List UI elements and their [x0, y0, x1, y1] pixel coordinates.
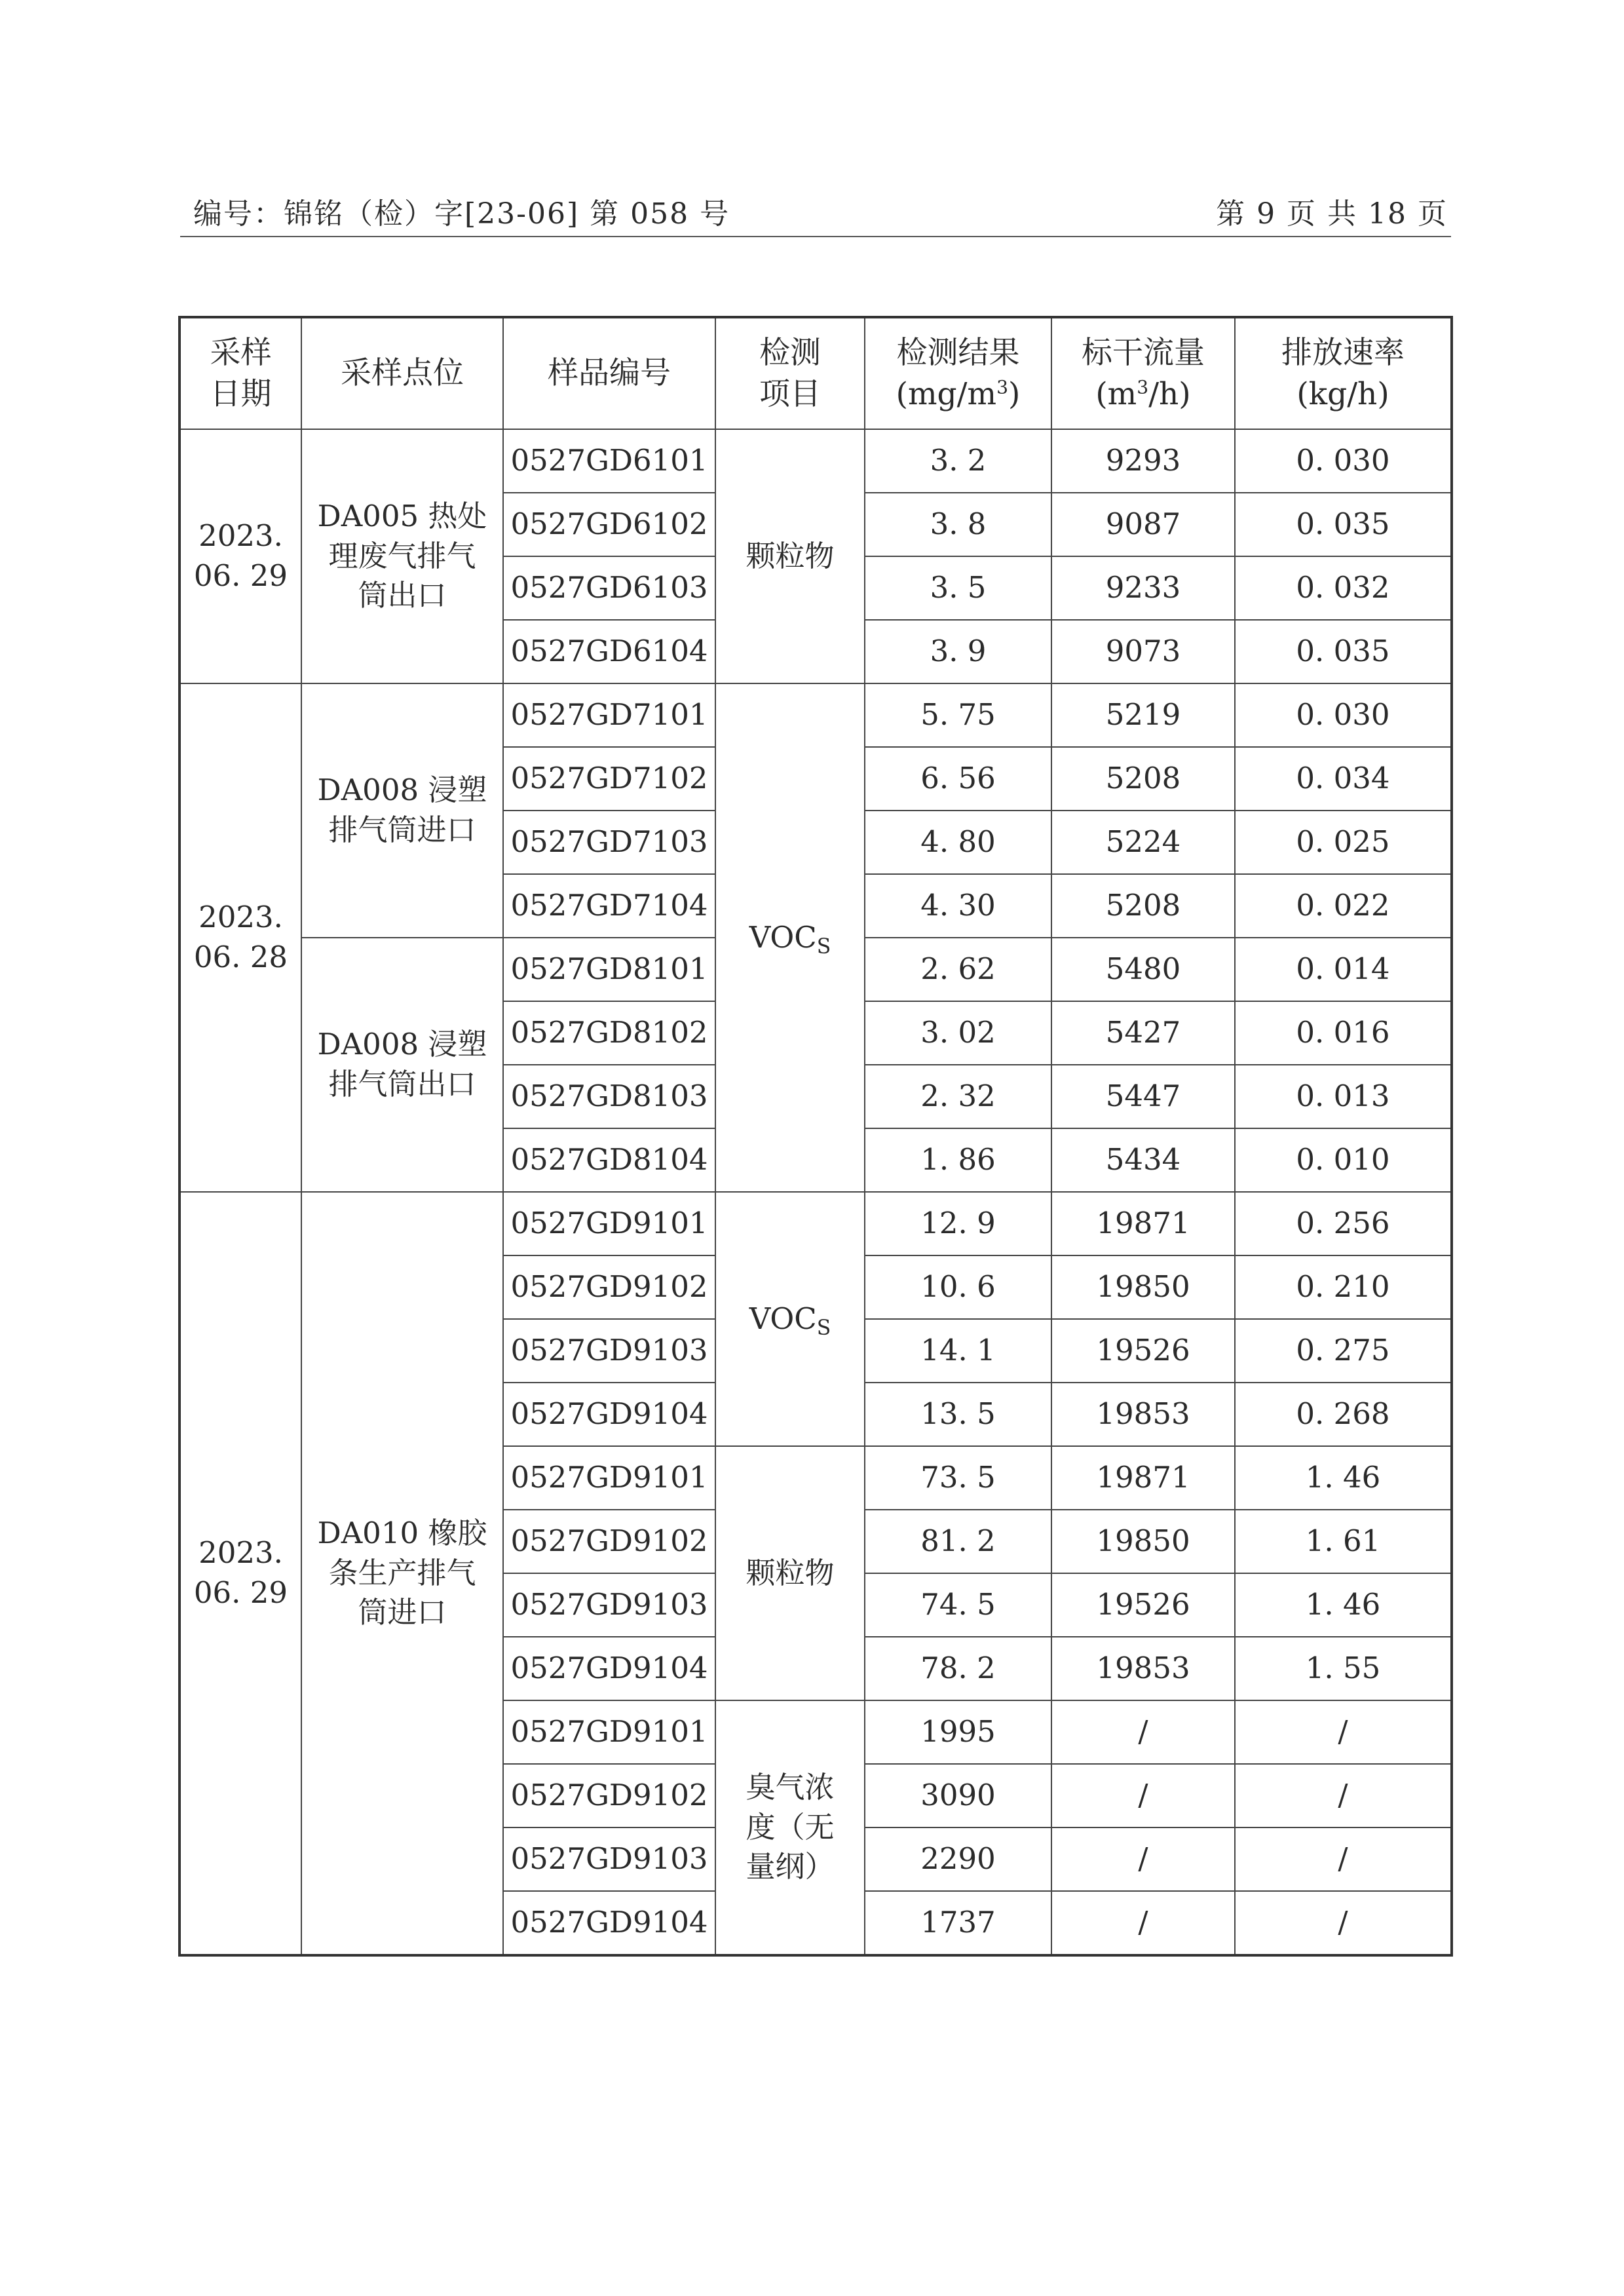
sample-id-cell: 0527GD7101 [503, 683, 715, 747]
sample-id-cell: 0527GD9101 [503, 1700, 715, 1764]
flow-cell: 5427 [1051, 1001, 1235, 1065]
sample-id-cell: 0527GD9101 [503, 1446, 715, 1510]
rate-cell: 0. 268 [1235, 1383, 1452, 1446]
result-cell: 2. 62 [865, 938, 1051, 1001]
report-number: 编号：锦铭（检）字[23-06] 第 058 号 [193, 197, 730, 231]
sample-id-cell: 0527GD8103 [503, 1065, 715, 1128]
rate-cell: 0. 025 [1235, 811, 1452, 874]
test-item-name: VOC [749, 1301, 817, 1336]
header-divider [180, 236, 1451, 237]
rate-cell: 0. 210 [1235, 1255, 1452, 1319]
flow-cell: / [1051, 1700, 1235, 1764]
flow-cell: 9233 [1051, 556, 1235, 620]
rate-cell: 1. 55 [1235, 1637, 1452, 1700]
rate-cell: 0. 275 [1235, 1319, 1452, 1383]
result-cell: 3. 02 [865, 1001, 1051, 1065]
sample-id-cell: 0527GD7104 [503, 874, 715, 938]
result-cell: 13. 5 [865, 1383, 1051, 1446]
result-cell: 81. 2 [865, 1510, 1051, 1573]
sample-id-cell: 0527GD8101 [503, 938, 715, 1001]
header-sampling-date: 采样 日期 [179, 317, 301, 429]
test-item-name: VOC [749, 919, 817, 955]
sample-id-cell: 0527GD8104 [503, 1128, 715, 1192]
rate-cell: / [1235, 1764, 1452, 1827]
rate-cell: 0. 035 [1235, 493, 1452, 556]
rate-cell: 0. 022 [1235, 874, 1452, 938]
result-cell: 74. 5 [865, 1573, 1051, 1637]
result-cell: 4. 80 [865, 811, 1051, 874]
flow-cell: 19853 [1051, 1383, 1235, 1446]
flow-cell: 19526 [1051, 1573, 1235, 1637]
flow-cell: 19850 [1051, 1255, 1235, 1319]
header-test-result: 检测结果 $(mg/m^3)$ [865, 317, 1051, 429]
result-cell: 78. 2 [865, 1637, 1051, 1700]
rate-cell: / [1235, 1700, 1452, 1764]
sample-id-cell: 0527GD9104 [503, 1383, 715, 1446]
sample-id-cell: 0527GD7102 [503, 747, 715, 811]
rate-cell: 0. 035 [1235, 620, 1452, 683]
result-cell: 4. 30 [865, 874, 1051, 938]
flow-cell: / [1051, 1764, 1235, 1827]
monitoring-results-table [178, 316, 1453, 1957]
sample-id-cell: 0527GD9103 [503, 1827, 715, 1891]
test-item-name: 颗粒物 [746, 1555, 835, 1590]
sample-id-cell: 0527GD9102 [503, 1255, 715, 1319]
sample-id-cell: 0527GD9101 [503, 1192, 715, 1255]
header-emission-rate: 排放速率 (kg/h) [1235, 317, 1452, 429]
sample-id-cell: 0527GD9102 [503, 1510, 715, 1573]
sample-id-cell: 0527GD6103 [503, 556, 715, 620]
result-cell: 3. 8 [865, 493, 1051, 556]
flow-cell: 5480 [1051, 938, 1235, 1001]
table-row [179, 429, 1452, 493]
table-body [179, 429, 1452, 1955]
flow-cell: 19871 [1051, 1192, 1235, 1255]
flow-cell: 19526 [1051, 1319, 1235, 1383]
rate-cell: 1. 61 [1235, 1510, 1452, 1573]
test-item-cell [715, 429, 865, 683]
rate-cell: 0. 014 [1235, 938, 1452, 1001]
result-cell: 73. 5 [865, 1446, 1051, 1510]
table-header-row [179, 317, 1452, 429]
flow-cell: 19850 [1051, 1510, 1235, 1573]
flow-cell: 9087 [1051, 493, 1235, 556]
page-header [193, 190, 1448, 236]
sample-id-cell: 0527GD6101 [503, 429, 715, 493]
sample-id-cell: 0527GD8102 [503, 1001, 715, 1065]
test-item-subscript: S [816, 935, 831, 959]
rate-cell: 0. 030 [1235, 683, 1452, 747]
sample-id-cell: 0527GD9102 [503, 1764, 715, 1827]
test-item-cell [715, 683, 865, 1192]
result-cell: 1995 [865, 1700, 1051, 1764]
result-cell: 3090 [865, 1764, 1051, 1827]
result-cell: 5. 75 [865, 683, 1051, 747]
result-cell: 14. 1 [865, 1319, 1051, 1383]
rate-cell: 0. 030 [1235, 429, 1452, 493]
sampling-date-cell: 2023. 06. 29 [179, 1192, 301, 1955]
rate-cell: 0. 010 [1235, 1128, 1452, 1192]
rate-cell: 0. 013 [1235, 1065, 1452, 1128]
sampling-point-cell: DA008 浸塑 排气筒出口 [301, 938, 503, 1192]
page-info: 第 9 页 共 18 页 [1216, 197, 1448, 231]
flow-cell: / [1051, 1827, 1235, 1891]
sampling-point-cell: DA010 橡胶 条生产排气 筒进口 [301, 1192, 503, 1955]
test-item-cell [715, 1700, 865, 1955]
rate-cell: / [1235, 1827, 1452, 1891]
sampling-point-cell: DA005 热处 理废气排气 筒出口 [301, 429, 503, 683]
flow-cell: 5434 [1051, 1128, 1235, 1192]
rate-cell: 0. 256 [1235, 1192, 1452, 1255]
result-cell: 1. 86 [865, 1128, 1051, 1192]
sample-id-cell: 0527GD9104 [503, 1637, 715, 1700]
result-cell: 3. 2 [865, 429, 1051, 493]
flow-cell: 5219 [1051, 683, 1235, 747]
header-sample-id: 样品编号 [503, 317, 715, 429]
result-cell: 2. 32 [865, 1065, 1051, 1128]
test-item-cell [715, 1192, 865, 1446]
rate-cell: 1. 46 [1235, 1446, 1452, 1510]
rate-cell: / [1235, 1891, 1452, 1955]
table-row [179, 683, 1452, 747]
result-cell: 2290 [865, 1827, 1051, 1891]
rate-cell: 1. 46 [1235, 1573, 1452, 1637]
header-standard-flow: 标干流量 $(m^3/h)$ [1051, 317, 1235, 429]
sample-id-cell: 0527GD6104 [503, 620, 715, 683]
sampling-date-cell: 2023. 06. 28 [179, 683, 301, 1192]
flow-cell: 5208 [1051, 874, 1235, 938]
rate-cell: 0. 032 [1235, 556, 1452, 620]
flow-cell: 9293 [1051, 429, 1235, 493]
test-item-name: 臭气浓 度（无 量纲） [746, 1769, 835, 1885]
result-cell: 1737 [865, 1891, 1051, 1955]
test-item-cell [715, 1446, 865, 1700]
sample-id-cell: 0527GD6102 [503, 493, 715, 556]
test-item-name: 颗粒物 [746, 538, 835, 573]
result-cell: 3. 5 [865, 556, 1051, 620]
result-cell: 10. 6 [865, 1255, 1051, 1319]
flow-cell: 5447 [1051, 1065, 1235, 1128]
sample-id-cell: 0527GD7103 [503, 811, 715, 874]
flow-cell: 19853 [1051, 1637, 1235, 1700]
rate-cell: 0. 034 [1235, 747, 1452, 811]
header-sampling-point: 采样点位 [301, 317, 503, 429]
flow-cell: 9073 [1051, 620, 1235, 683]
sample-id-cell: 0527GD9103 [503, 1573, 715, 1637]
test-item-subscript: S [816, 1316, 831, 1341]
sample-id-cell: 0527GD9104 [503, 1891, 715, 1955]
flow-cell: 5208 [1051, 747, 1235, 811]
header-test-item: 检测 项目 [715, 317, 865, 429]
flow-cell: / [1051, 1891, 1235, 1955]
result-cell: 12. 9 [865, 1192, 1051, 1255]
result-cell: 3. 9 [865, 620, 1051, 683]
sampling-date-cell: 2023. 06. 29 [179, 429, 301, 683]
rate-cell: 0. 016 [1235, 1001, 1452, 1065]
flow-cell: 19871 [1051, 1446, 1235, 1510]
table-row [179, 1192, 1452, 1255]
result-cell: 6. 56 [865, 747, 1051, 811]
flow-cell: 5224 [1051, 811, 1235, 874]
sample-id-cell: 0527GD9103 [503, 1319, 715, 1383]
sampling-point-cell: DA008 浸塑 排气筒进口 [301, 683, 503, 938]
